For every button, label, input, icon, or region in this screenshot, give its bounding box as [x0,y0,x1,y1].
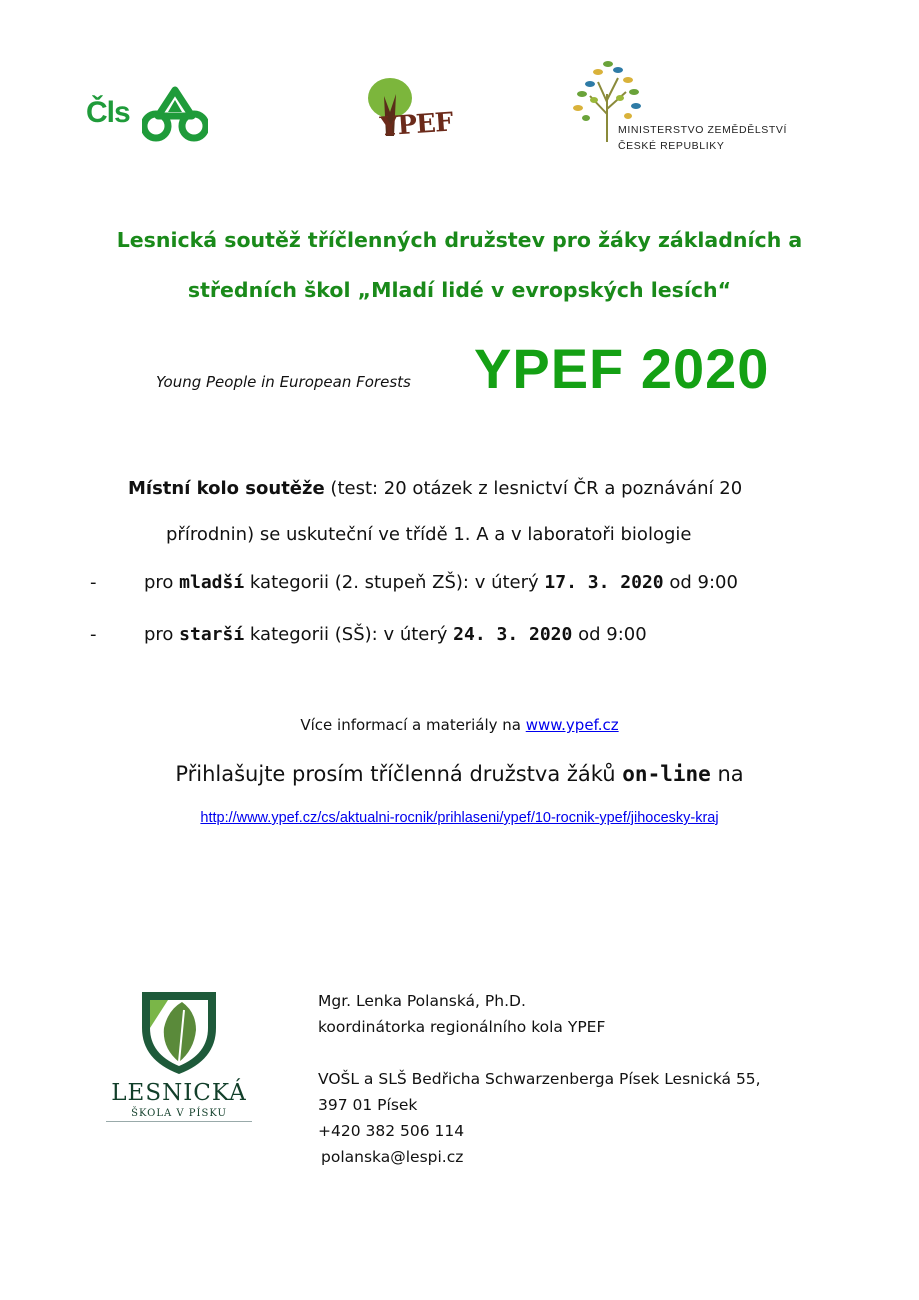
cls-logo [86,86,208,142]
contact-address-line2: 397 01 Písek [318,1096,418,1114]
subtitle-ypef-2020: YPEF 2020 [474,337,770,400]
category-item: - pro mladší kategorii (2. stupeň ZŠ): v úterý 17. 3. 2020 od 9:00 [90,572,738,593]
category-date: 17. 3. 2020 [544,572,664,593]
recycle-tree-icon [142,86,208,142]
register-line: Přihlašujte prosím tříčlenná družstva žáků on-line na [175,762,744,786]
more-info: Více informací a materiály na www.ypef.cz [300,716,619,734]
subtitle-english: Young People in European Forests [156,373,411,391]
ypef-logo-text: YPEF [379,107,454,143]
shield-oak-leaf-icon [138,988,220,1076]
contact-name: Mgr. Lenka Polanská, Ph.D. [318,992,526,1010]
register-url [0,810,919,826]
ypef-website-link[interactable]: www.ypef.cz [525,716,619,734]
school-location: ŠKOLA V PÍSKU [106,1108,252,1122]
ministry-name-line2: ČESKÉ REPUBLIKY [618,140,725,152]
category-date: 24. 3. 2020 [453,624,573,645]
contact-address-line1: VOŠL a SLŠ Bedřicha Schwarzenberga Písek Lesnická 55, [318,1070,761,1088]
intro-line1: Místní kolo soutěže (test: 20 otázek z lesnictví ČR a poznávání 20 [128,478,743,499]
intro-line2: přírodnin) se uskuteční ve třídě 1. A a v laboratoři biologie [166,524,692,545]
intro-bold: Místní kolo soutěže [128,478,325,499]
page-title-line1: Lesnická soutěž tříčlenných družstev pro žáky základních a [116,228,803,252]
online-bold: on-line [622,762,711,786]
page-title-line2: středních škol „Mladí lidé v evropských lesích“ [187,278,732,302]
category-item: - pro starší kategorii (SŠ): v úterý 24. 3. 2020 od 9:00 [90,624,647,645]
contact-block [318,988,878,1170]
category-name: mladší [179,572,245,593]
cls-logo-text: Čls [86,96,130,129]
contact-role: koordinátorka regionálního kola YPEF [318,1018,606,1036]
school-name: LESNICKÁ [111,1080,247,1106]
ypef-logo [364,76,460,146]
contact-email: polanska@lespi.cz [321,1148,464,1166]
contact-phone: +420 382 506 114 [318,1122,465,1140]
ministry-logo [570,54,800,158]
lesnicka-skola-logo [106,988,252,1130]
registration-link[interactable]: http://www.ypef.cz/cs/aktualni-rocnik/prihlaseni/ypef/10-rocnik-ypef/jihocesky-kraj [200,810,719,826]
ministry-name-line1: MINISTERSTVO ZEMĚDĚLSTVÍ [618,124,788,136]
category-name: starší [179,624,245,645]
